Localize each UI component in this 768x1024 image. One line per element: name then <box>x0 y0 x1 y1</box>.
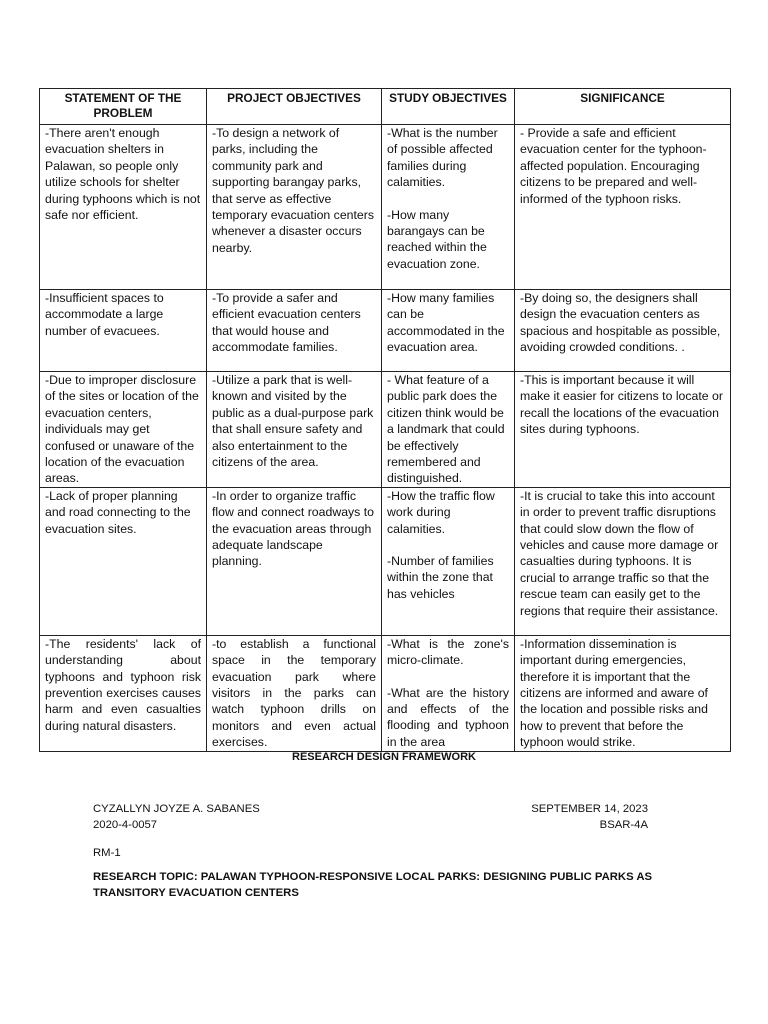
study-objective-text: -What is the zone's micro-climate. <box>387 636 509 668</box>
table-row <box>40 290 731 372</box>
significance-cell: -Information dissemination is important during emergencies, therefore it is important that the citizens are informed and aware of the location and possible risks and how to prevent that before the typhoon would strike. <box>515 635 731 751</box>
author-info <box>93 801 260 833</box>
header-statement-of-problem: STATEMENT OF THE PROBLEM <box>40 89 207 125</box>
student-id: 2020-4-0057 <box>93 819 158 831</box>
significance-cell: -This is important because it will make it easier for citizens to locate or recall the locations of the evacuation sites during typhoons. <box>515 372 731 488</box>
table-caption: RESEARCH DESIGN FRAMEWORK <box>292 751 476 763</box>
project-objective-cell: -Utilize a park that is well-known and visited by the public as a dual-purpose park that shall ensure safety and also entertainment to the citizens of the area. <box>207 372 382 488</box>
header-significance: SIGNIFICANCE <box>515 89 731 125</box>
table-row <box>40 635 731 751</box>
significance-cell: -It is crucial to take this into account in order to prevent traffic disruptions that could slow down the flow of vehicles and cause more damage or casualties during typhoons. It is crucial to arrange traffic so that the rescue team can easily get to the regions that require their assistance. <box>515 487 731 635</box>
research-topic: RESEARCH TOPIC: PALAWAN TYPHOON-RESPONSIVE LOCAL PARKS: DESIGNING PUBLIC PARKS AS TRANSITORY EVACUATION CENTERS <box>93 871 653 899</box>
table-row <box>40 125 731 290</box>
study-objective-text: -Number of families within the zone that has vehicles <box>387 554 494 601</box>
problem-cell: -There aren't enough evacuation shelters in Palawan, so people only utilize schools for shelter during typhoons which is not safe nor efficient. <box>40 125 207 290</box>
study-objective-text: -What are the history and effects of the flooding and typhoon in the area <box>387 685 509 749</box>
project-objective-cell: -To design a network of parks, including the community park and supporting barangay parks, that serve as effective temporary evacuation centers whenever a disaster occurs nearby. <box>207 125 382 290</box>
class-section: BSAR-4A <box>599 819 648 831</box>
submission-date: SEPTEMBER 14, 2023 <box>531 803 648 815</box>
course-code: RM-1 <box>93 847 121 859</box>
problem-cell: -Lack of proper planning and road connecting to the evacuation sites. <box>40 487 207 635</box>
problem-cell: -Due to improper disclosure of the sites or location of the evacuation centers, individuals may get confused or unaware of the location of the evacuation areas. <box>40 372 207 488</box>
project-objective-cell: -In order to organize traffic flow and connect roadways to the evacuation areas through adequate landscape planning. <box>207 487 382 635</box>
problem-cell: -The residents' lack of understanding about typhoons and typhoon risk prevention exercises causes harm and even casualties during natural disasters. <box>40 635 207 751</box>
study-objective-cell <box>382 487 515 635</box>
study-objective-cell <box>382 635 515 751</box>
author-name: CYZALLYN JOYZE A. SABANES <box>93 803 260 815</box>
table-row <box>40 487 731 635</box>
table-header-row <box>40 89 731 125</box>
study-objective-cell <box>382 372 515 488</box>
project-objective-cell: -To provide a safer and efficient evacuation centers that would house and accommodate families. <box>207 290 382 372</box>
significance-cell: - Provide a safe and efficient evacuation center for the typhoon-affected population. Encouraging citizens to be prepared and well-informed of the typhoon risks. <box>515 125 731 290</box>
table-row <box>40 372 731 488</box>
study-objective-cell <box>382 290 515 372</box>
study-objective-text: -How many barangays can be reached within the evacuation zone. <box>387 207 487 271</box>
significance-cell: -By doing so, the designers shall design the evacuation centers as spacious and hospitable as possible, avoiding crowded conditions. . <box>515 290 731 372</box>
study-objective-cell <box>382 125 515 290</box>
date-section-info <box>531 801 648 833</box>
study-objective-text: -What is the number of possible affected families during calamities. <box>387 126 498 190</box>
problem-cell: -Insufficient spaces to accommodate a large number of evacuees. <box>40 290 207 372</box>
research-framework-table <box>39 88 731 752</box>
project-objective-cell: -to establish a functional space in the temporary evacuation park where visitors in the parks can watch typhoon drills on monitors and even actual exercises. <box>207 635 382 751</box>
study-objective-text: -How many families can be accommodated in the evacuation area. <box>387 291 505 355</box>
header-study-objectives: STUDY OBJECTIVES <box>382 89 515 125</box>
header-project-objectives: PROJECT OBJECTIVES <box>207 89 382 125</box>
study-objective-text: -How the traffic flow work during calamities. <box>387 488 495 536</box>
study-objective-text: - What feature of a public park does the citizen think would be a landmark that could be effectively remembered and distinguished. <box>387 373 505 486</box>
